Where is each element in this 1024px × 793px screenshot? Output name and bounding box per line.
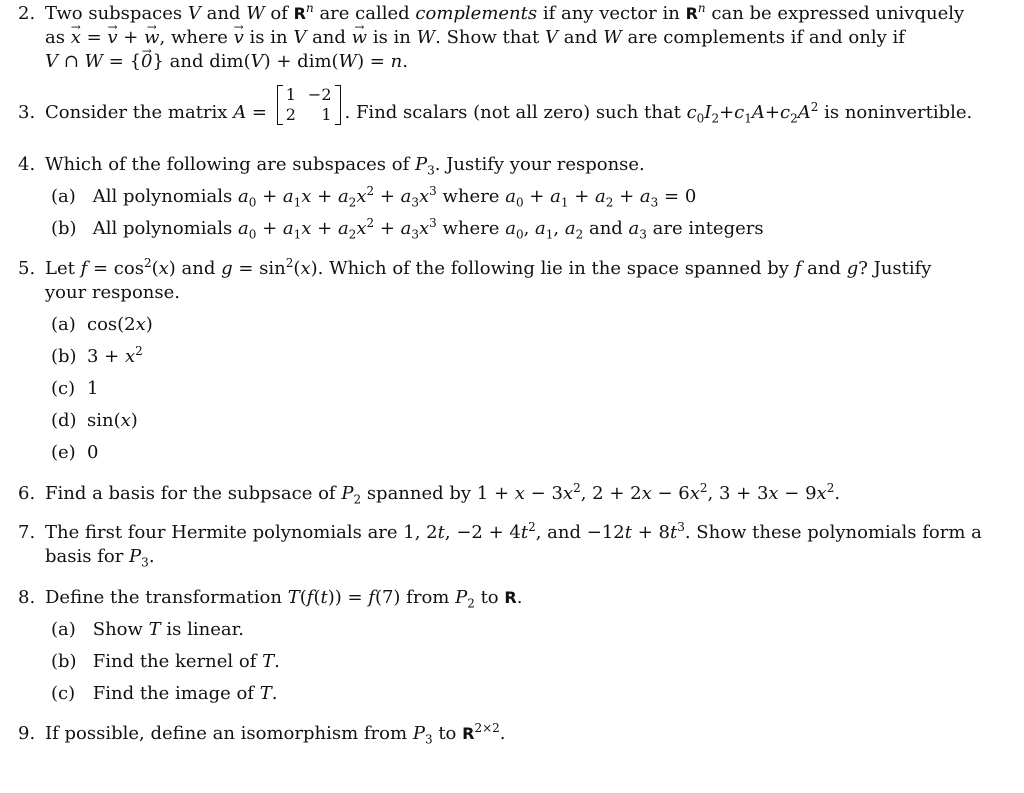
problem-sheet: 2. Two subspaces V and W of $R^n$ are called complements if any vector in $R^n$ can be expressed univquely as → x = → v + → w, where → v is in V and → w is in W. Show that V and W are complements if and only if V ∩ W = {→ 0} and dim(V) + dim(W) = n. 3. Consider the matrix A = 1 −2 2 1 . Find scalars (not all zero) such that $c_0I_2+c_1A+c_2A^2$ is noninvertible. 4. Which of the following are subspaces of $P_3$. Justify your response. (a) All polynomials $a_0 + a_1x + a_2x^2 + a_3x^3$ where $a_0 + a_1 + a_2 + a_3 = 0$ (b) All polynomials $a_0 + a_1x + a_2x^2 + a_3x^3$ where $a_0$, $a_1$, $a_2$ and $a_3$ are integers 5. Let $f = \cos^2(x)$ and $g = \sin^2(x)$. Which of the following lie in the space spanned by f and g? Justify your response. (a) cos(2x) (b) $3 + x^2$ (c) 1 (d) sin(x) (e) 0 6. Find a basis for the subpsace of $P_2$ spanned by $1 + x - 3x^2$, $2 + 2x - 6x^2$, $3 + 3x - 9x^2$. 7. The first four Hermite polynomials are 1, 2t, $-2 + 4t^2$, and $-12t + 8t^3$. Show these polynomials form a basis for $P_3$. 8. Define the transformation T(f(t)) = f(7) from $P_2$ to R. (a) Show T is linear. (b) Find the kernel of T. (c) Find the image of T. 9. If possible, define an isomorphism from $P_3$ to $R^{2\times 2}$. — [0, 0, 1024, 793]
problem-number: 2. — [18, 3, 36, 24]
problem-8c: (c) Find the image of T. — [51, 683, 278, 704]
problem-8a: (a) Show T is linear. — [51, 619, 244, 640]
problem-4a: (a) All polynomials $a_0 + a_1x + a_2x^2 + a_3x^3$ where $a_0 + a_1 + a_2 + a_3 = 0$ — [51, 184, 697, 210]
problem-5b: (b) $3 + x^2$ — [51, 344, 143, 367]
problem-5e: (e) 0 — [51, 442, 99, 463]
problem-8b: (b) Find the kernel of T. — [51, 651, 280, 672]
problem-5c: (c) 1 — [51, 378, 99, 399]
problem-4b: (b) All polynomials $a_0 + a_1x + a_2x^2 + a_3x^3$ where $a_0$, $a_1$, $a_2$ and $a_3$ are integers — [51, 216, 764, 242]
problem-5a: (a) cos(2x) — [51, 314, 153, 335]
problem-5d: (d) sin(x) — [51, 410, 138, 431]
matrix-a: 1 −2 2 1 — [277, 85, 341, 125]
